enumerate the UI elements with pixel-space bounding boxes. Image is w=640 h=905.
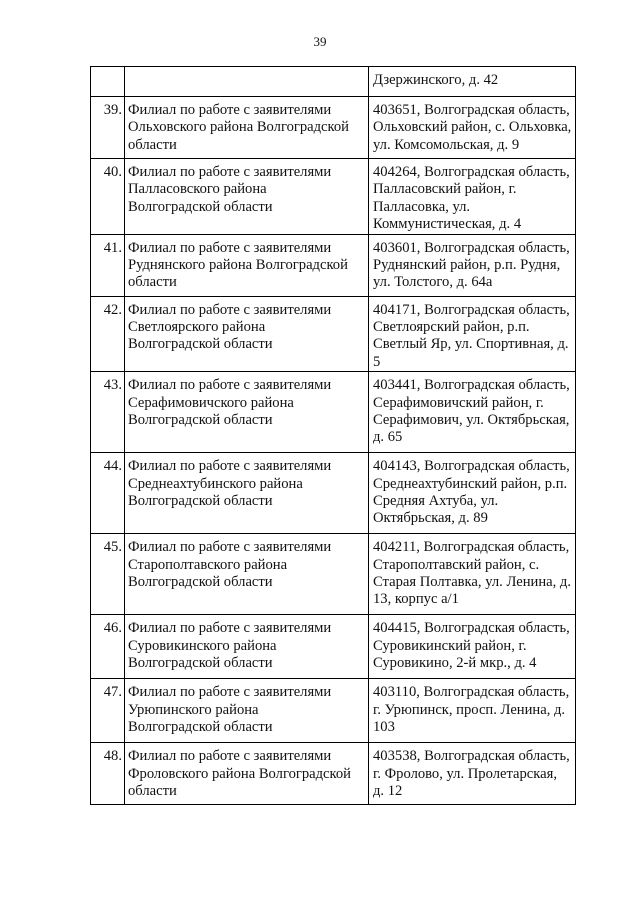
branch-address [369, 372, 576, 453]
row-number: 43. [91, 372, 125, 453]
name-line: Филиал по работе с заявителями [128, 684, 332, 701]
table-row [91, 234, 576, 296]
name-line: Волгоградской области [128, 336, 273, 353]
row-number: 41. [91, 234, 125, 296]
address-line: Октябрьская, д. 89 [373, 510, 488, 527]
table-row [91, 296, 576, 372]
address-line: Дзержинского, д. 42 [373, 72, 499, 88]
name-line: Суровикинского района [128, 637, 277, 654]
table-row [91, 743, 576, 805]
address-line: 403651, Волгоградская область, [373, 102, 570, 118]
branch-name [125, 743, 369, 805]
branches-table [90, 66, 576, 805]
branch-name [125, 234, 369, 296]
branch-name [125, 679, 369, 743]
name-line: Филиал по работе с заявителями [128, 102, 332, 118]
table-row [91, 615, 576, 679]
table-row [91, 679, 576, 743]
branch-name [125, 97, 369, 159]
row-number: 47. [91, 679, 125, 743]
table-row [91, 453, 576, 534]
name-line: Палласовского района [128, 181, 267, 198]
branch-name [125, 296, 369, 372]
address-line: 404264, Волгоградская область, [373, 164, 570, 180]
row-number [91, 67, 125, 97]
name-line: Руднянского района Волгоградской [128, 257, 348, 274]
address-line: д. 12 [373, 783, 403, 800]
branch-name [125, 159, 369, 235]
name-line: Старополтавского района [128, 556, 288, 573]
address-line: 5 [373, 353, 381, 370]
name-line: Филиал по работе с заявителями [128, 164, 332, 180]
address-line: Палласовка, ул. [373, 198, 471, 215]
branch-name [125, 534, 369, 615]
table-body [91, 67, 576, 805]
name-line: Ольховского района Волгоградской [128, 119, 349, 136]
table-row [91, 67, 576, 97]
name-line: Филиал по работе с заявителями [128, 377, 332, 394]
page-number: 39 [313, 34, 327, 49]
address-line: Средняя Ахтуба, ул. [373, 493, 499, 510]
row-number: 45. [91, 534, 125, 615]
address-line: Руднянский район, р.п. Рудня, [373, 257, 561, 274]
address-line: Ольховский район, с. Ольховка, [373, 119, 572, 136]
name-line: области [128, 274, 177, 291]
address-line: Серафимович, ул. Октябрьская, [373, 412, 570, 429]
name-line: Филиал по работе с заявителями [128, 239, 332, 256]
address-line: Суровикино, 2-й мкр., д. 4 [373, 655, 537, 672]
name-line: Филиал по работе с заявителями [128, 620, 332, 637]
table-row [91, 159, 576, 235]
address-line: 404171, Волгоградская область, [373, 301, 570, 318]
name-line: Среднеахтубинского района [128, 475, 303, 492]
address-line: ул. Толстого, д. 64а [373, 274, 493, 291]
name-line: Светлоярского района [128, 319, 266, 336]
address-line: 404211, Волгоградская область, [373, 539, 570, 556]
name-line: Волгоградской области [128, 198, 273, 215]
name-line: Серафимовичского района [128, 394, 294, 411]
name-line: Филиал по работе с заявителями [128, 458, 332, 475]
branch-address [369, 453, 576, 534]
branch-address [369, 534, 576, 615]
branch-address [369, 615, 576, 679]
address-line: Серафимовичский район, г. [373, 394, 544, 411]
table-row [91, 97, 576, 159]
row-number: 46. [91, 615, 125, 679]
address-line: д. 65 [373, 429, 403, 446]
branch-address [369, 159, 576, 235]
name-line: Волгоградской области [128, 655, 273, 672]
address-line: Коммунистическая, д. 4 [373, 216, 522, 233]
table-row [91, 372, 576, 453]
address-line: 403110, Волгоградская область, [373, 684, 570, 701]
address-line: 403441, Волгоградская область, [373, 377, 570, 394]
address-line: 403601, Волгоградская область, [373, 239, 570, 256]
row-number: 44. [91, 453, 125, 534]
row-number: 40. [91, 159, 125, 235]
address-line: г. Урюпинск, просп. Ленина, д. [373, 701, 566, 718]
address-line: Старая Полтавка, ул. Ленина, д. [373, 574, 571, 591]
name-line: Урюпинского района [128, 701, 259, 718]
address-line: 404415, Волгоградская область, [373, 620, 570, 637]
row-number: 42. [91, 296, 125, 372]
address-line: г. Фролово, ул. Пролетарская, [373, 765, 557, 782]
branch-name [125, 615, 369, 679]
name-line: Волгоградской области [128, 493, 273, 510]
address-line: 13, корпус а/1 [373, 591, 459, 608]
name-line: области [128, 136, 177, 153]
row-number: 39. [91, 97, 125, 159]
branch-address [369, 296, 576, 372]
name-line: области [128, 783, 177, 800]
name-line: Волгоградской области [128, 719, 273, 736]
branch-address [369, 67, 576, 97]
address-line: Суровикинский район, г. [373, 637, 527, 654]
address-line: Светлый Яр, ул. Спортивная, д. [373, 336, 569, 353]
name-line: Волгоградской области [128, 412, 273, 429]
branch-address [369, 743, 576, 805]
address-line: Палласовский район, г. [373, 181, 517, 198]
address-line: Старополтавский район, с. [373, 556, 540, 573]
address-line: Среднеахтубинский район, р.п. [373, 475, 568, 492]
branch-address [369, 234, 576, 296]
branch-name [125, 372, 369, 453]
address-line: 403538, Волгоградская область, [373, 748, 570, 765]
name-line: Филиал по работе с заявителями [128, 748, 332, 765]
address-line: 404143, Волгоградская область, [373, 458, 570, 475]
branch-name [125, 67, 369, 97]
branch-address [369, 97, 576, 159]
name-line: Филиал по работе с заявителями [128, 301, 332, 318]
address-line: 103 [373, 719, 395, 736]
name-line: Волгоградской области [128, 574, 273, 591]
row-number: 48. [91, 743, 125, 805]
address-line: ул. Комсомольская, д. 9 [373, 136, 520, 153]
branch-name [125, 453, 369, 534]
address-line: Светлоярский район, р.п. [373, 319, 530, 336]
name-line: Филиал по работе с заявителями [128, 539, 332, 556]
branch-address [369, 679, 576, 743]
name-line: Фроловского района Волгоградской [128, 765, 351, 782]
table-row [91, 534, 576, 615]
